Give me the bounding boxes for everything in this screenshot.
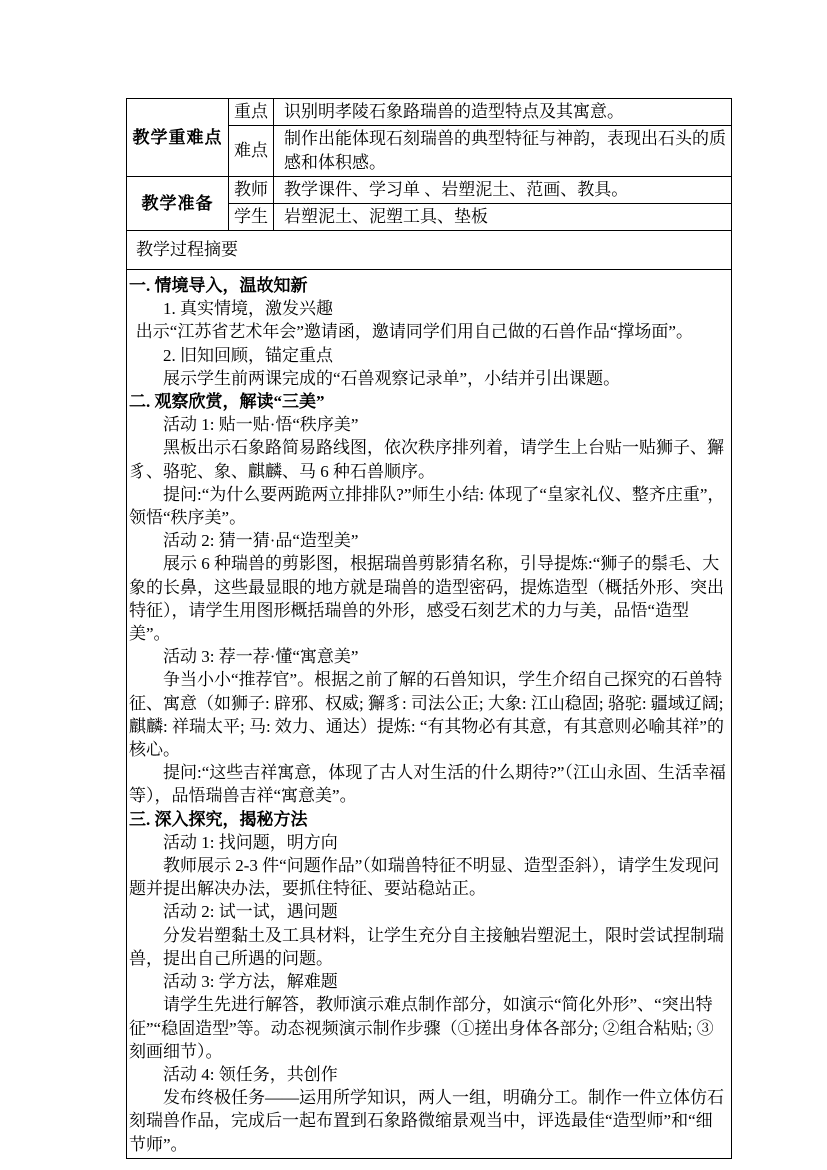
teacher-prep-content: 教学课件、学习单 、岩塑泥土、范画、教具。	[274, 177, 732, 204]
process-paragraph: 提问:“为什么要两跪两立排排队?”师生小结: 体现了“皇家礼仪、整齐庄重”，领悟“秩序美”。	[129, 484, 725, 528]
process-body	[129, 274, 729, 1156]
process-paragraph: 分发岩塑黏土及工具材料，让学生充分自主接触岩塑泥土，限时尝试捏制瑞兽，提出自己所遇的问题。	[129, 925, 724, 968]
process-cell	[127, 270, 732, 1159]
section-heading: 三. 深入探究，揭秘方法	[129, 809, 308, 829]
key-point-content: 识别明孝陵石象路瑞兽的造型特点及其寓意。	[274, 99, 732, 126]
process-paragraph: 争当小小“推荐官”。根据之前了解的石兽知识，学生介绍自己探究的石兽特征、寓意（如狮子: 辟邪、权威; 獬豸: 司法公正; 大象: 江山稳固; 骆驼: 疆域辽阔; 麒麟: 祥瑞太平; 马: 效力、通达）提炼: “有其物必有其意，有其意则必喻其祥”的核心。	[129, 670, 724, 760]
process-paragraph: 请学生先进行解答，教师演示难点制作部分，如演示“简化外形”、“突出特征”“稳固造型”等。动态视频演示制作步骤（①搓出身体各部分; ②组合粘贴; ③刻画细节）。	[129, 995, 714, 1061]
process-summary-label: 教学过程摘要	[127, 231, 732, 270]
section-heading: 一. 情境导入，温故知新	[129, 276, 308, 295]
process-paragraph: 活动 2: 猜一猜·品“造型美”	[163, 531, 359, 551]
process-paragraph: 发布终极任务——运用所学知识，两人一组，明确分工。制作一件立体仿石刻瑞兽作品，完成后一起布置到石象路微缩景观当中，评选最佳“造型师”和“细节师”。	[129, 1088, 724, 1154]
process-paragraph: 活动 2: 试一试，遇问题	[163, 902, 338, 922]
teacher-prep-label: 教师	[229, 177, 274, 204]
process-paragraph: 2. 旧知回顾，锚定重点	[163, 345, 333, 365]
process-paragraph: 黑板出示石象路简易路线图，依次秩序排列着，请学生上台贴一贴狮子、獬豸、骆驼、象、麒麟、马 6 种石兽顺序。	[129, 438, 724, 481]
preparation-group-label: 教学准备	[127, 177, 229, 231]
difficult-point-content: 制作出能体现石刻瑞兽的典型特征与神韵，表现出石头的质感和体积感。	[274, 126, 732, 177]
process-paragraph: 活动 3: 学方法，解难题	[163, 972, 338, 992]
table-row-teacher-prep	[127, 177, 732, 204]
key-point-label: 重点	[229, 99, 274, 126]
process-paragraph: 展示学生前两课完成的“石兽观察记录单”，小结并引出课题。	[163, 368, 621, 388]
process-paragraph: 提问:“这些吉祥寓意，体现了古人对生活的什么期待?”（江山永固、生活幸福等），品悟瑞兽吉祥“寓意美”。	[129, 763, 726, 806]
key-points-group-label: 教学重难点	[127, 99, 229, 177]
process-paragraph: 展示 6 种瑞兽的剪影图，根据瑞兽剪影猜名称，引导提炼:“狮子的鬃毛、大象的长鼻，这些最显眼的地方就是瑞兽的造型密码，提炼造型（概括外形、突出特征），请学生用图形概括瑞兽的外形，感受石刻艺术的力与美，品悟“造型美”。	[129, 554, 724, 644]
student-prep-label: 学生	[229, 204, 274, 231]
table-row-key-point	[127, 99, 732, 126]
process-paragraph: 教师展示 2-3 件“问题作品”（如瑞兽特征不明显、造型歪斜），请学生发现问题并提出解决办法，要抓住特征、要站稳站正。	[129, 856, 720, 899]
student-prep-content: 岩塑泥土、泥塑工具、垫板	[274, 204, 732, 231]
process-paragraph: 活动 1: 找问题，明方向	[163, 832, 338, 852]
table-row-process	[127, 270, 732, 1159]
difficult-point-label: 难点	[229, 126, 274, 177]
process-paragraph: 活动 1: 贴一贴·悟“秩序美”	[163, 415, 359, 435]
process-paragraph: 活动 4: 领任务，共创作	[163, 1064, 338, 1084]
lesson-plan-table	[126, 98, 732, 1159]
table-row-process-summary	[127, 231, 732, 270]
process-paragraph: 1. 真实情境，激发兴趣	[163, 299, 333, 319]
process-paragraph: 出示“江苏省艺术年会”邀请函，邀请同学们用自己做的石兽作品“撑场面”。	[135, 322, 693, 342]
section-heading: 二. 观察欣赏，解读“三美”	[129, 392, 325, 412]
process-paragraph: 活动 3: 荐一荐·懂“寓意美”	[163, 647, 359, 667]
